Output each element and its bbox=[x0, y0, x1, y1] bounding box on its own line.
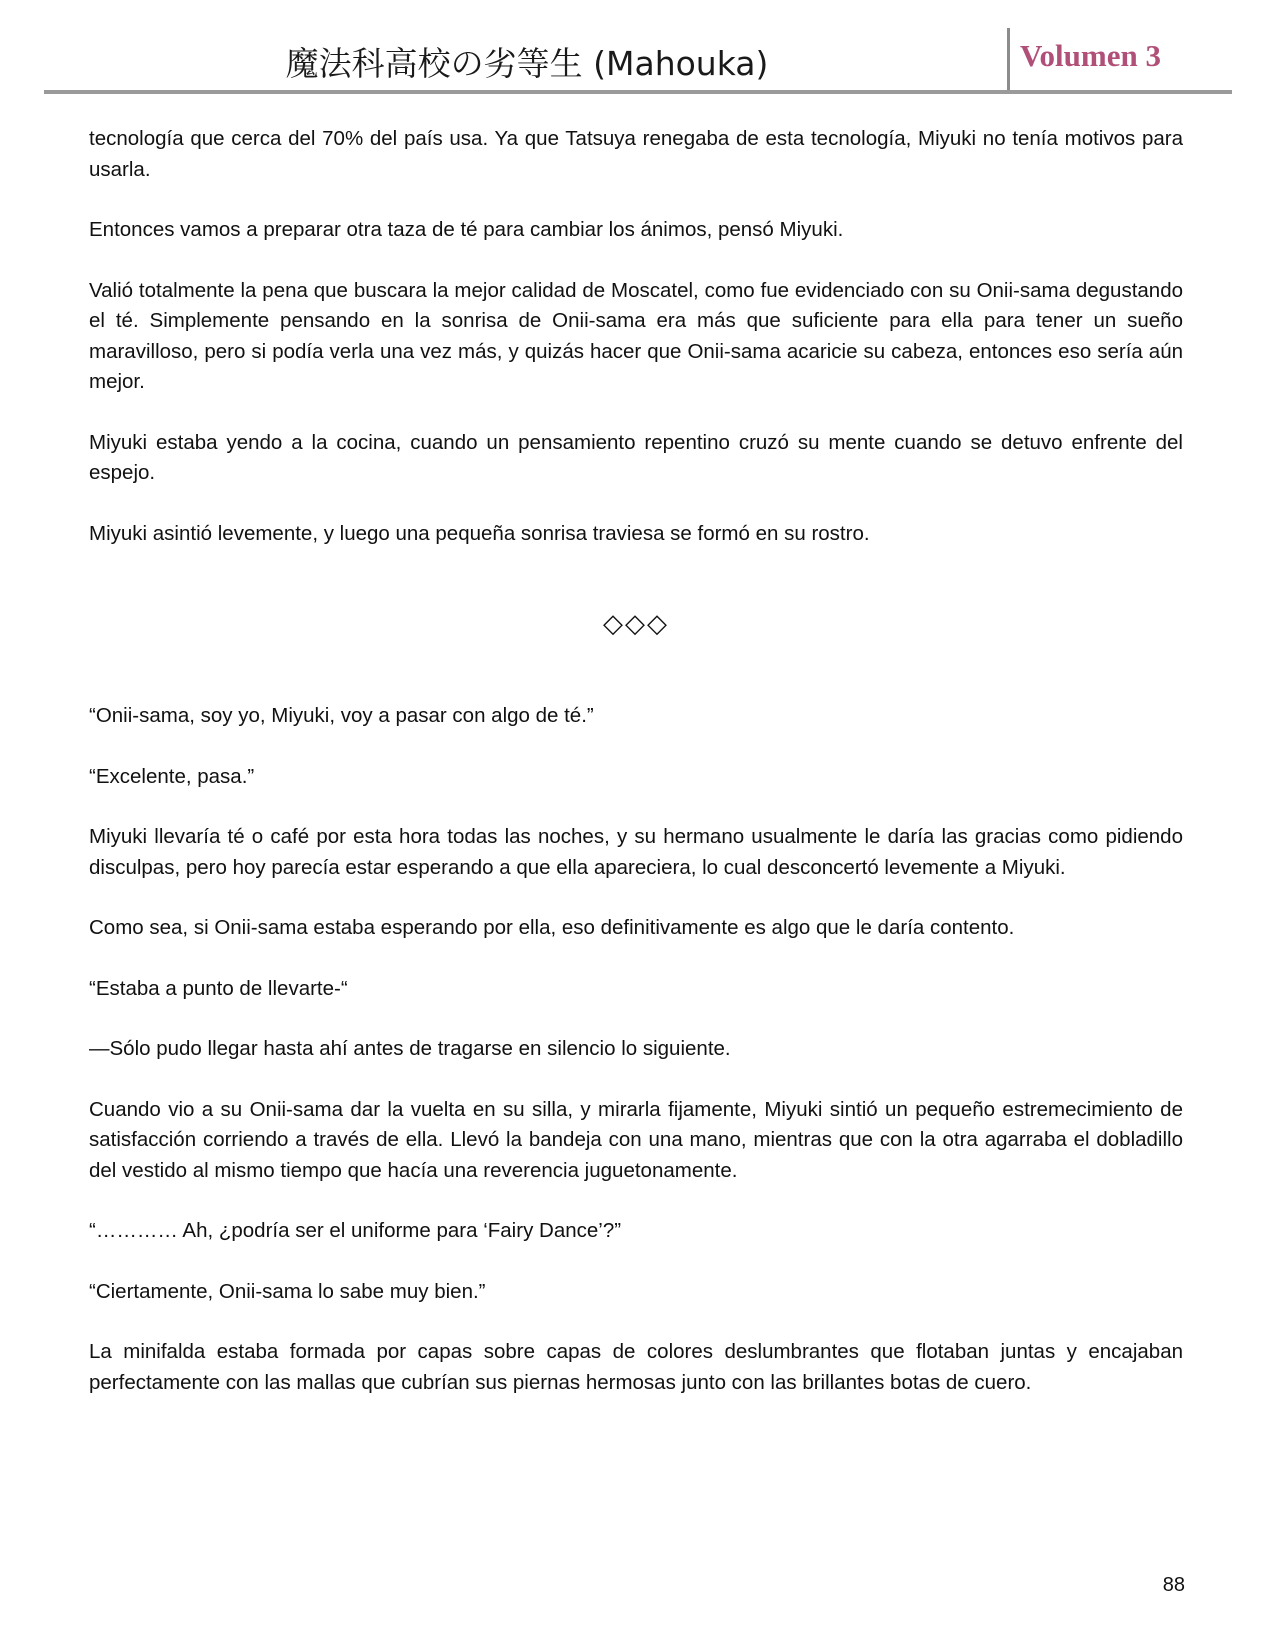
paragraph: “Estaba a punto de llevarte-“ bbox=[89, 976, 348, 1000]
volume-label: Volumen 3 bbox=[1020, 38, 1161, 73]
paragraph: tecnología que cerca del 70% del país usa. Ya que Tatsuya renegaba de esta tecnología, Miyuki no tenía motivos para usarla. bbox=[89, 127, 1183, 181]
scene-break-diamonds: ◇◇◇ bbox=[603, 609, 669, 639]
paragraph: Valió totalmente la pena que buscara la mejor calidad de Moscatel, como fue evidenciado con su Onii-sama degustando el té. Simplemente pensando en la sonrisa de Onii-sama era más que suficiente para ella para tener un sueño maravilloso, pero si podía verla una vez más, y quizás hacer que Onii-sama acaricie su cabeza, entonces eso sería aún mejor. bbox=[89, 278, 1183, 393]
page-body bbox=[89, 124, 1183, 1428]
header-rule bbox=[44, 90, 1232, 94]
paragraph: Miyuki asintió levemente, y luego una pequeña sonrisa traviesa se formó en su rostro. bbox=[89, 521, 870, 545]
paragraph: La minifalda estaba formada por capas sobre capas de colores deslumbrantes que flotaban juntas y encajaban perfectamente con las mallas que cubrían sus piernas hermosas junto con las brillantes botas de cuero. bbox=[89, 1340, 1183, 1394]
page-number: 88 bbox=[1162, 1574, 1185, 1596]
paragraph: “………… Ah, ¿podría ser el uniforme para ‘Fairy Dance’?” bbox=[89, 1219, 622, 1242]
book-title: 魔法科高校の劣等生 (Mahouka) bbox=[285, 44, 769, 83]
paragraph: Miyuki llevaría té o café por esta hora todas las noches, y su hermano usualmente le daría las gracias como pidiendo disculpas, pero hoy parecía estar esperando a que ella apareciera, lo cual desconcertó levemente a Miyuki. bbox=[89, 825, 1183, 879]
paragraph: “Onii-sama, soy yo, Miyuki, voy a pasar con algo de té.” bbox=[89, 704, 594, 727]
paragraph: “Ciertamente, Onii-sama lo sabe muy bien.” bbox=[89, 1279, 486, 1303]
paragraph: Miyuki estaba yendo a la cocina, cuando un pensamiento repentino cruzó su mente cuando se detuvo enfrente del espejo. bbox=[89, 430, 1183, 484]
paragraph: Cuando vio a su Onii-sama dar la vuelta en su silla, y mirarla fijamente, Miyuki sintió un pequeño estremecimiento de satisfacción corriendo a través de ella. Llevó la bandeja con una mano, mientras que con la otra agarraba el dobladillo del vestido al mismo tiempo que hacía una reverencia juguetonamente. bbox=[89, 1097, 1183, 1182]
paragraph: Como sea, si Onii-sama estaba esperando por ella, eso definitivamente es algo que le daría contento. bbox=[89, 916, 1015, 939]
header-divider bbox=[1007, 28, 1010, 90]
paragraph: —Sólo pudo llegar hasta ahí antes de tragarse en silencio lo siguiente. bbox=[89, 1037, 731, 1060]
paragraph: Entonces vamos a preparar otra taza de té para cambiar los ánimos, pensó Miyuki. bbox=[89, 218, 844, 241]
paragraph: “Excelente, pasa.” bbox=[89, 764, 255, 788]
page-header bbox=[44, 28, 1232, 94]
